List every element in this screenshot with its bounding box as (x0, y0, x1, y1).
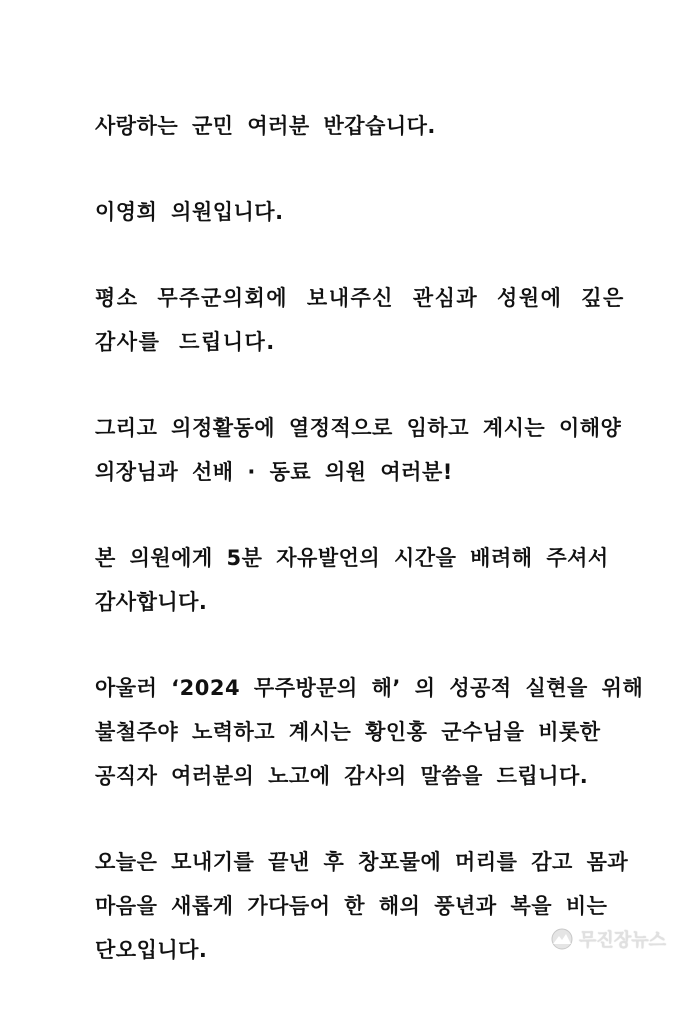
text-line: 마음을 새롭게 가다듬어 한 해의 풍년과 복을 비는 (95, 894, 608, 918)
text-line: 의장님과 선배 · 동료 의원 여러분! (95, 460, 453, 484)
text-line: 감사합니다. (95, 590, 208, 614)
watermark-text: 무진장뉴스 (579, 930, 666, 951)
paragraph-five-minute-speech (95, 536, 609, 624)
mountain-logo-icon (549, 928, 575, 950)
text-line: 오늘은 모내기를 끝낸 후 창포물에 머리를 감고 몸과 (95, 850, 629, 874)
text-line: 사랑하는 군민 여러분 반갑습니다. (95, 114, 436, 138)
text-line: 공직자 여러분의 노고에 감사의 말씀을 드립니다. (95, 764, 589, 788)
text-line: 이영희 의원입니다. (95, 200, 284, 224)
text-line: 감사를 드립니다. (95, 330, 276, 354)
paragraph-thanks-interest (95, 276, 625, 364)
paragraph-council-members (95, 406, 622, 494)
paragraph-greeting (95, 104, 595, 148)
text-line: 그리고 의정활동에 열정적으로 임하고 계시는 이해양 (95, 416, 622, 440)
text-line: 평소 무주군의회에 보내주신 관심과 성원에 깊은 (95, 286, 625, 310)
text-line: 불철주야 노력하고 계시는 황인홍 군수님을 비롯한 (95, 720, 601, 744)
watermark (549, 926, 666, 952)
text-line: 아울러 ‘2024 무주방문의 해’ 의 성공적 실현을 위해 (95, 676, 644, 700)
paragraph-introduction (95, 190, 595, 234)
paragraph-visit-year (95, 666, 644, 798)
text-line: 단오입니다. (95, 938, 208, 962)
text-line: 본 의원에게 5분 자유발언의 시간을 배려해 주셔서 (95, 546, 609, 570)
